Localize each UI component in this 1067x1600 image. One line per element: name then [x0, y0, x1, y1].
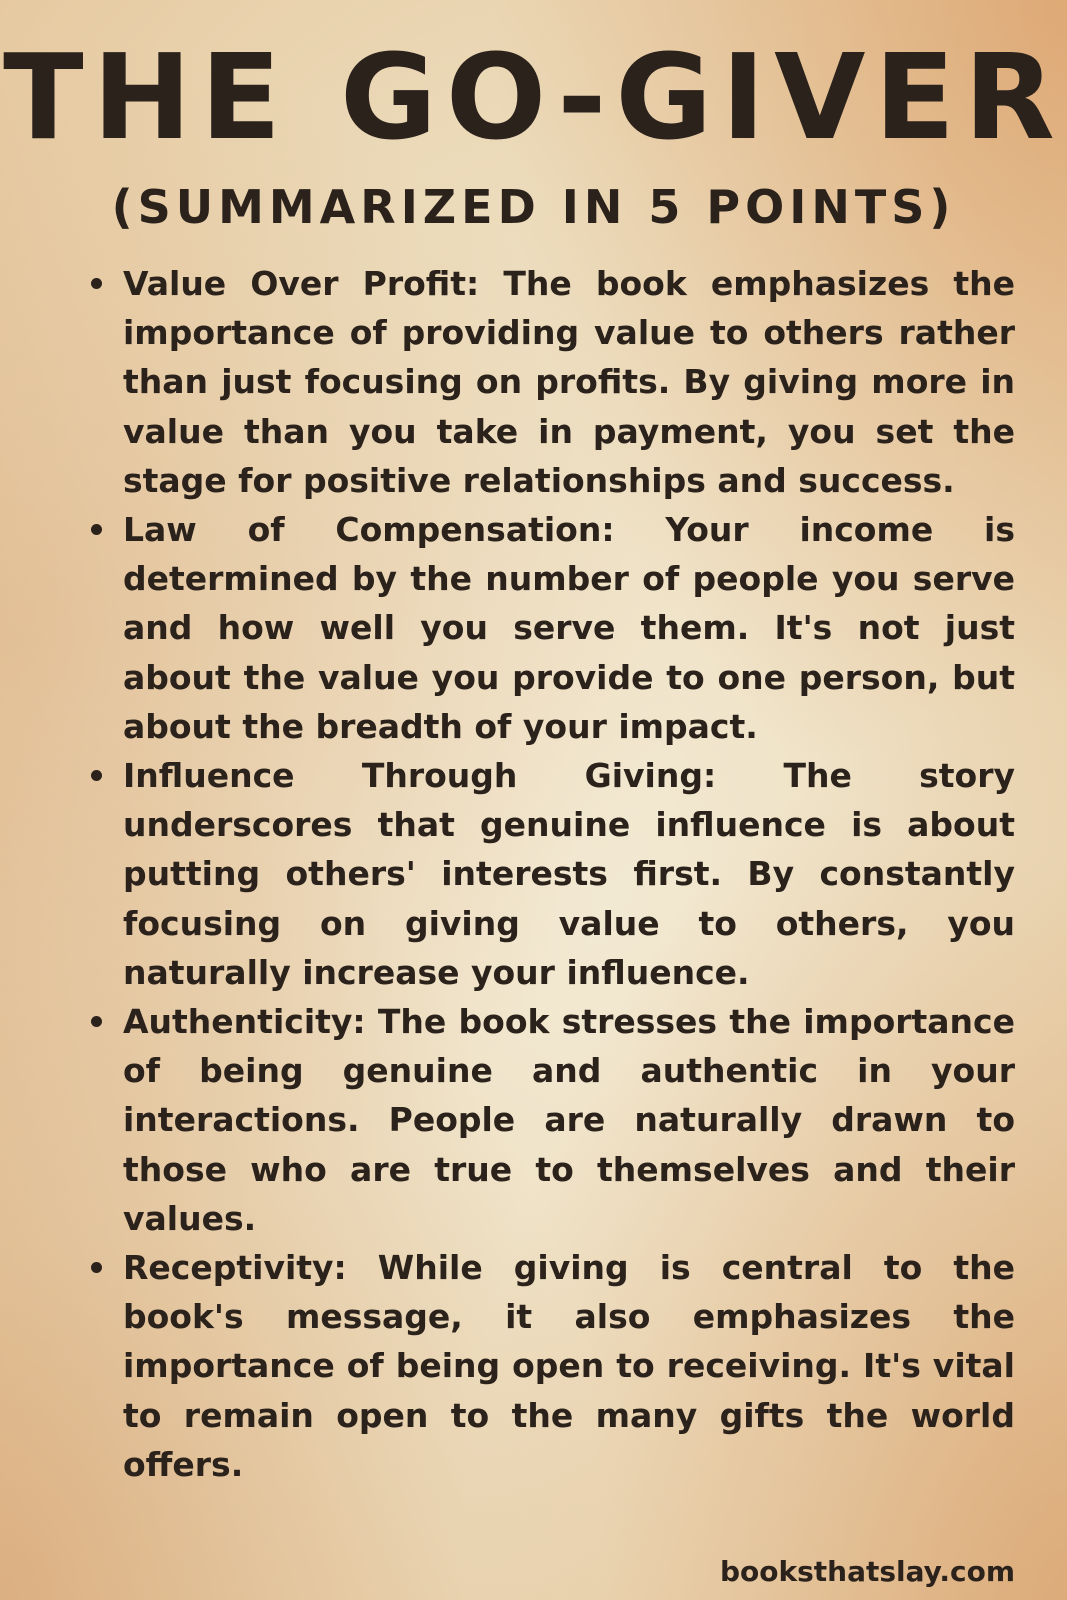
bullet-dot-icon: [91, 278, 102, 289]
page-subtitle: (SUMMARIZED IN 5 POINTS): [111, 180, 956, 234]
bullet-dot-icon: [91, 1262, 102, 1273]
summary-points-list: [0, 259, 1067, 1489]
source-website: booksthatslay.com: [719, 1555, 1015, 1588]
summary-point-text: Influence Through Giving: The story underscores that genuine influence is about putting others' interests first. By constantly focusing on giving value to others, you naturally increase your influence.: [123, 756, 1015, 992]
summary-point-text: Law of Compensation: Your income is determined by the number of people you serve and how well you serve them. It's not just about the value you provide to one person, but about the breadth of your impact.: [123, 510, 1015, 746]
summary-point: [0, 259, 1067, 505]
summary-point: [0, 997, 1067, 1243]
summary-point-text: Authenticity: The book stresses the importance of being genuine and authentic in your interactions. People are naturally drawn to those who are true to themselves and their values.: [123, 1002, 1015, 1238]
summary-point: [0, 505, 1067, 751]
bullet-dot-icon: [91, 524, 102, 535]
bullet-dot-icon: [91, 1016, 102, 1027]
summary-point-text: Value Over Profit: The book emphasizes the importance of providing value to others rather than just focusing on profits. By giving more in value than you take in payment, you set the stage for positive relationships and success.: [123, 264, 1015, 500]
summary-point-text: Receptivity: While giving is central to the book's message, it also emphasizes the importance of being open to receiving. It's vital to remain open to the many gifts the world offers.: [123, 1248, 1015, 1484]
bullet-dot-icon: [91, 770, 102, 781]
page-title: THE GO-GIVER: [3, 28, 1064, 166]
summary-point: [0, 1243, 1067, 1489]
summary-point: [0, 751, 1067, 997]
